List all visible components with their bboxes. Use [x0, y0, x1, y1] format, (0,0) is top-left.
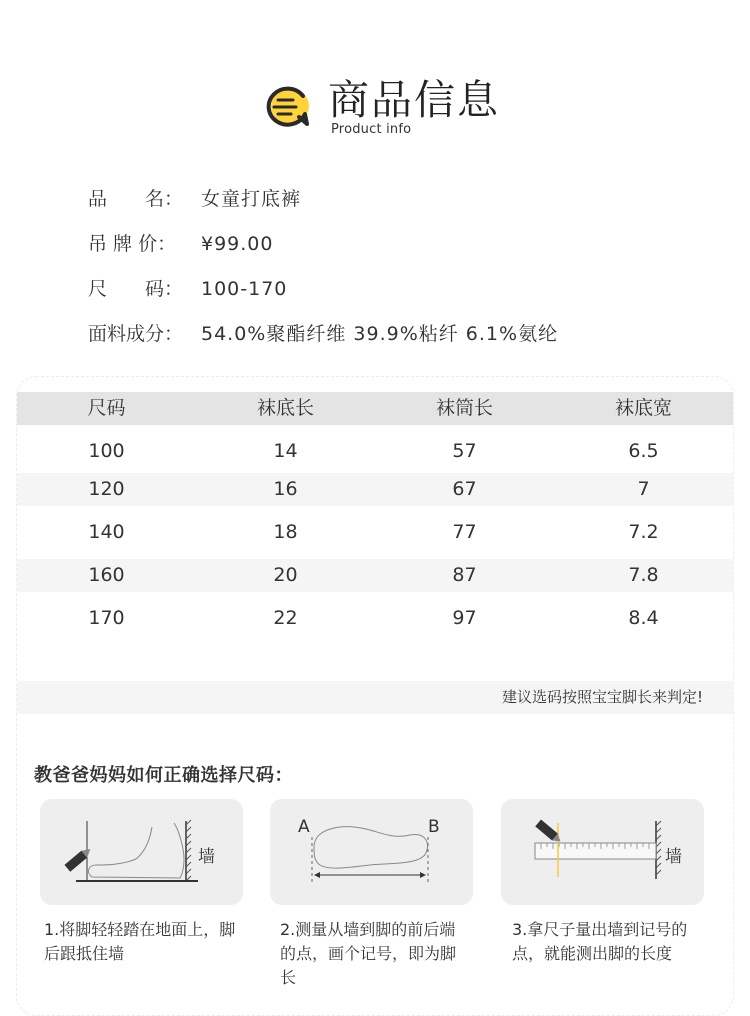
product-info-header [0, 70, 750, 140]
table-cell: 7 [637, 478, 650, 500]
table-cell: 77 [452, 521, 477, 543]
table-cell: 160 [88, 564, 125, 586]
table-row [17, 592, 733, 645]
step-2-illustration [270, 799, 473, 905]
wall-label: 墙 [665, 847, 682, 867]
table-header-cell: 尺码 [87, 397, 126, 419]
table-row [17, 506, 733, 559]
table-cell: 7.2 [628, 521, 659, 543]
step-1-text: 1.将脚轻轻踏在地面上，脚后跟抵住墙 [44, 920, 236, 963]
step-1-illustration [40, 799, 243, 905]
step-3-text: 3.拿尺子量出墙到记号的点，就能测出脚的长度 [512, 920, 688, 963]
info-row-size [88, 274, 728, 319]
footprint-measure-icon [270, 799, 473, 905]
table-header-cell: 袜筒长 [435, 397, 493, 419]
table-cell: 170 [88, 607, 125, 629]
table-row [17, 559, 733, 592]
info-value: 54.0%聚酯纤维 39.9%粘纤 6.1%氨纶 [201, 323, 559, 345]
table-cell: 57 [452, 440, 477, 462]
step-2-text: 2.测量从墙到脚的前后端的点，画个记号，即为脚长 [280, 920, 457, 987]
info-label: 面料成分： [88, 323, 184, 345]
table-row [17, 425, 733, 473]
info-value: 100-170 [201, 278, 288, 300]
speech-bubble-list-icon [263, 84, 313, 130]
table-cell: 16 [273, 478, 298, 500]
info-row-name [88, 184, 728, 229]
table-header-cell: 袜底长 [256, 397, 314, 419]
product-info-list [88, 184, 728, 364]
point-b-label: B [428, 817, 440, 837]
info-label: 吊 牌 价： [88, 233, 177, 255]
page-subtitle: Product info [331, 122, 412, 137]
point-a-label: A [298, 817, 310, 837]
wall-label: 墙 [198, 847, 215, 867]
table-cell: 18 [273, 521, 298, 543]
page-title: 商品信息 [328, 76, 500, 124]
table-cell: 8.4 [628, 607, 659, 629]
info-row-fabric [88, 319, 728, 364]
table-cell: 7.8 [628, 564, 659, 586]
info-label: 尺 码： [88, 278, 184, 300]
size-note-bar [17, 681, 733, 714]
table-cell: 67 [452, 478, 477, 500]
table-header-row [17, 392, 733, 425]
table-cell: 100 [88, 440, 125, 462]
info-value: ¥99.00 [201, 233, 274, 255]
table-row [17, 473, 733, 506]
table-header-cell: 袜底宽 [614, 397, 672, 419]
table-cell: 6.5 [628, 440, 659, 462]
table-cell: 14 [273, 440, 298, 462]
info-label: 品 名： [88, 188, 184, 210]
size-note: 建议选码按照宝宝脚长来判定! [501, 688, 703, 706]
guide-title: 教爸爸妈妈如何正确选择尺码： [34, 765, 293, 786]
table-cell: 87 [452, 564, 477, 586]
table-cell: 20 [273, 564, 298, 586]
step-3-illustration [501, 799, 704, 905]
info-value: 女童打底裤 [201, 188, 302, 210]
size-table [17, 392, 733, 645]
table-cell: 140 [88, 521, 125, 543]
table-cell: 120 [88, 478, 125, 500]
info-row-price [88, 229, 728, 274]
table-cell: 22 [273, 607, 298, 629]
table-cell: 97 [452, 607, 477, 629]
